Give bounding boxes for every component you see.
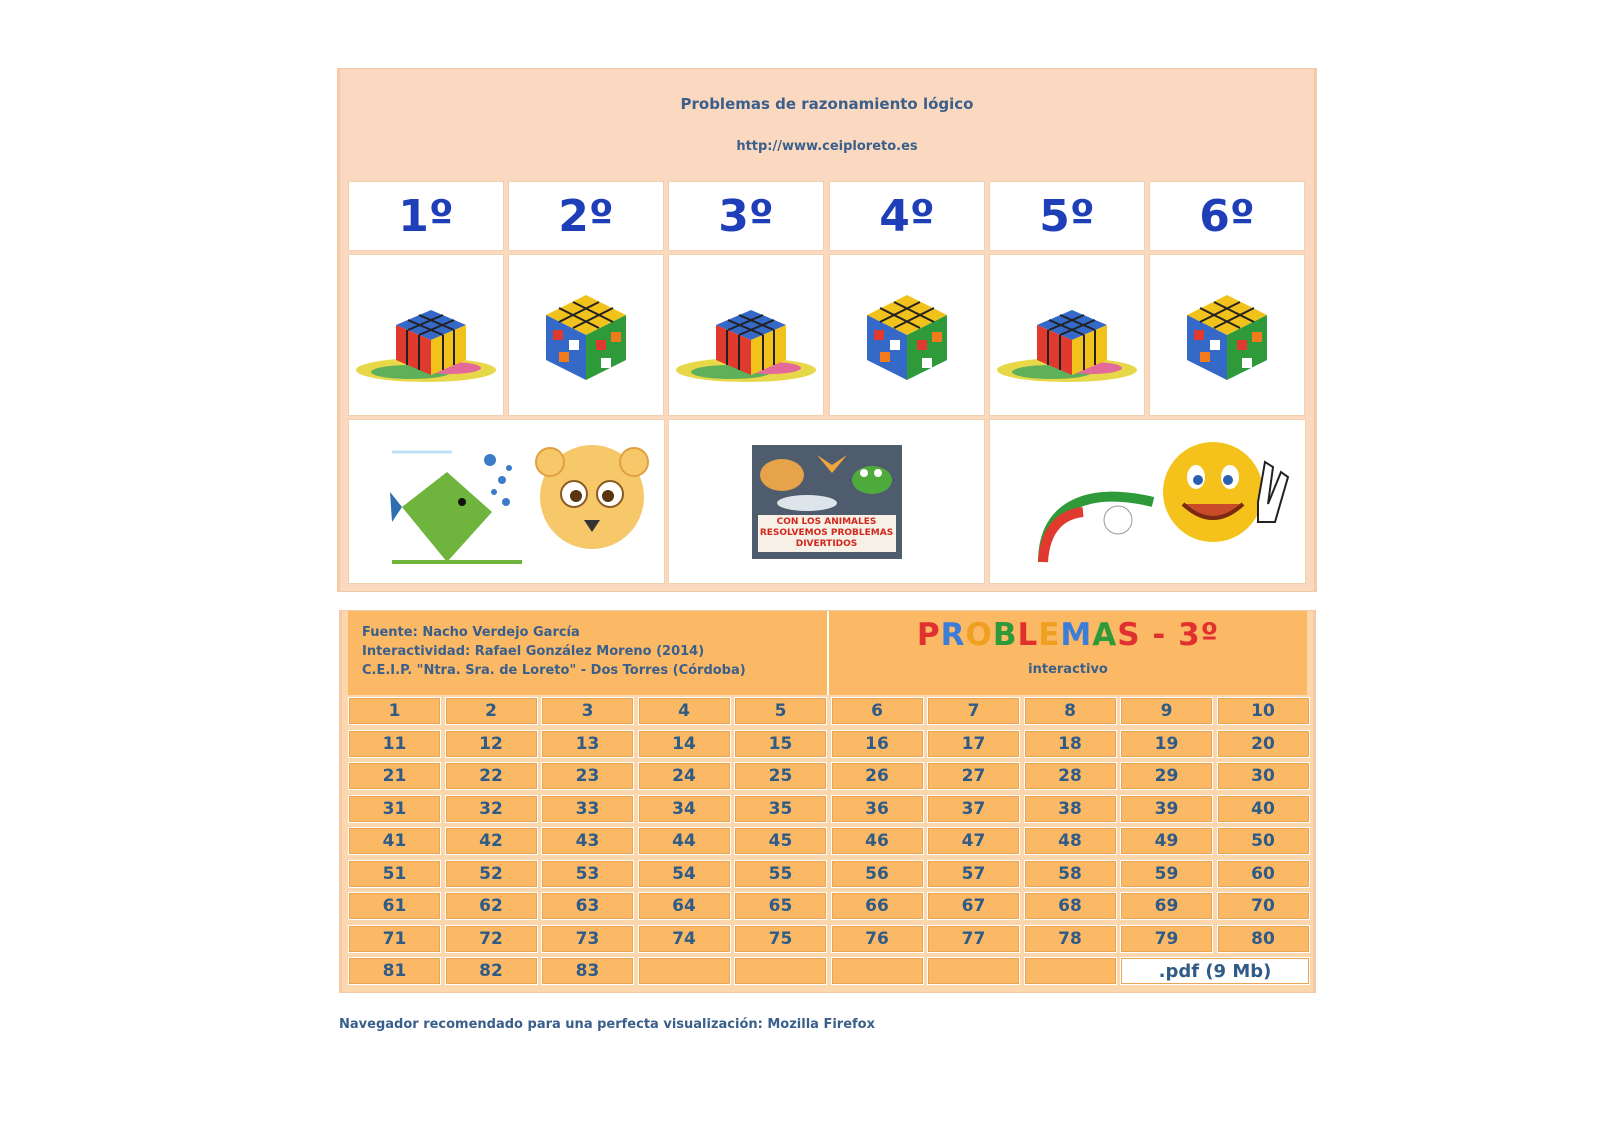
problem-link[interactable]: 7 [927, 697, 1020, 725]
grade-1-label: 1º [398, 190, 454, 242]
grade-5-cube-link[interactable] [989, 254, 1145, 416]
title-letter: E [1038, 617, 1061, 653]
problem-link[interactable]: 4 [638, 697, 731, 725]
fish-and-tiger-icon [362, 432, 652, 572]
empty-cell [831, 957, 924, 985]
problem-link[interactable]: 83 [541, 957, 634, 985]
title-letter: S [1117, 617, 1141, 653]
problem-link[interactable]: 68 [1024, 892, 1117, 920]
pdf-download-link[interactable]: .pdf (9 Mb) [1120, 957, 1310, 985]
problem-link[interactable]: 6 [831, 697, 924, 725]
problem-link[interactable]: 52 [445, 860, 538, 888]
problem-link[interactable]: 5 [734, 697, 827, 725]
empty-cell [638, 957, 731, 985]
problem-link[interactable]: 23 [541, 762, 634, 790]
problem-link[interactable]: 69 [1120, 892, 1213, 920]
footer-note: Navegador recomendado para una perfecta visualización: Mozilla Firefox [339, 1017, 875, 1032]
problem-link[interactable]: 31 [348, 795, 441, 823]
problems-title [829, 617, 1307, 653]
problem-link[interactable]: 47 [927, 827, 1020, 855]
problem-link[interactable]: 1 [348, 697, 441, 725]
grade-2-cube-link[interactable] [508, 254, 664, 416]
problem-link[interactable]: 67 [927, 892, 1020, 920]
problem-link[interactable]: 44 [638, 827, 731, 855]
problem-link[interactable]: 82 [445, 957, 538, 985]
grade-4-cube-link[interactable] [829, 254, 985, 416]
problem-link[interactable]: 71 [348, 925, 441, 953]
problem-link[interactable]: 53 [541, 860, 634, 888]
grade-1-cube-link[interactable] [348, 254, 504, 416]
problem-link[interactable]: 25 [734, 762, 827, 790]
rubik-cube-icon [1172, 280, 1282, 390]
problem-link[interactable]: 63 [541, 892, 634, 920]
problem-link[interactable]: 30 [1217, 762, 1310, 790]
grade-6-label: 6º [1199, 190, 1255, 242]
rubik-cube-icon [531, 280, 641, 390]
problem-link[interactable]: 78 [1024, 925, 1117, 953]
problem-link[interactable]: 70 [1217, 892, 1310, 920]
problem-link[interactable]: 57 [927, 860, 1020, 888]
problem-link[interactable]: 16 [831, 730, 924, 758]
problem-link[interactable]: 66 [831, 892, 924, 920]
grade-6-link[interactable] [1149, 181, 1305, 251]
problem-link[interactable]: 3 [541, 697, 634, 725]
problem-link[interactable]: 29 [1120, 762, 1213, 790]
empty-cell [1024, 957, 1117, 985]
problem-link[interactable]: 13 [541, 730, 634, 758]
site-link[interactable]: http://www.ceiploreto.es [736, 139, 918, 154]
grade-5-link[interactable] [989, 181, 1145, 251]
animals-card-caption: CON LOS ANIMALES RESOLVEMOS PROBLEMAS DIVERTIDOS [758, 515, 896, 552]
animals-illustration-icon [752, 445, 902, 515]
grade-1-link[interactable] [348, 181, 504, 251]
grade-2-link[interactable] [508, 181, 664, 251]
problem-link[interactable]: 40 [1217, 795, 1310, 823]
problem-link[interactable]: 22 [445, 762, 538, 790]
problem-link[interactable]: 80 [1217, 925, 1310, 953]
problem-link[interactable]: 58 [1024, 860, 1117, 888]
title-box [827, 611, 1307, 695]
problem-link[interactable]: 60 [1217, 860, 1310, 888]
title-letter: L [1017, 617, 1039, 653]
levels-panel [337, 68, 1317, 592]
page-title: Problemas de razonamiento lógico [680, 95, 974, 113]
problem-link[interactable]: 12 [445, 730, 538, 758]
title-letter: M [1060, 617, 1093, 653]
animals-problems-link[interactable] [668, 419, 985, 584]
problem-link[interactable]: 17 [927, 730, 1020, 758]
problem-link[interactable]: 64 [638, 892, 731, 920]
problem-link[interactable]: 55 [734, 860, 827, 888]
problem-link[interactable]: 18 [1024, 730, 1117, 758]
problem-link[interactable]: 32 [445, 795, 538, 823]
title-letter: A [1092, 617, 1118, 653]
problem-link[interactable]: 10 [1217, 697, 1310, 725]
problem-link[interactable]: 79 [1120, 925, 1213, 953]
title-subtitle: interactivo [1028, 662, 1108, 677]
problem-link[interactable]: 36 [831, 795, 924, 823]
problem-link[interactable]: 41 [348, 827, 441, 855]
problem-link[interactable]: 43 [541, 827, 634, 855]
problem-link[interactable]: 9 [1120, 697, 1213, 725]
melting-rubik-cube-icon [671, 280, 821, 390]
problem-link[interactable]: 38 [1024, 795, 1117, 823]
problem-link[interactable]: 59 [1120, 860, 1213, 888]
problem-link[interactable]: 33 [541, 795, 634, 823]
title-letter: R [940, 617, 966, 653]
grade-5-label: 5º [1039, 190, 1095, 242]
problem-link[interactable]: 51 [348, 860, 441, 888]
title-letter: - [1140, 617, 1179, 653]
problem-link[interactable]: 61 [348, 892, 441, 920]
grade-4-link[interactable] [829, 181, 985, 251]
problem-link[interactable]: 2 [445, 697, 538, 725]
grade-2-label: 2º [558, 190, 614, 242]
problem-link[interactable]: 19 [1120, 730, 1213, 758]
problems-panel [339, 610, 1316, 993]
title-letter: B [992, 617, 1018, 653]
melting-rubik-cube-icon [992, 280, 1142, 390]
problem-link[interactable]: 34 [638, 795, 731, 823]
problem-link[interactable]: 39 [1120, 795, 1213, 823]
melting-rubik-cube-icon [351, 280, 501, 390]
problem-link[interactable]: 11 [348, 730, 441, 758]
problem-link[interactable]: 26 [831, 762, 924, 790]
empty-cell [927, 957, 1020, 985]
problem-link[interactable]: 56 [831, 860, 924, 888]
grade-4-label: 4º [879, 190, 935, 242]
credits-box [348, 611, 827, 695]
title-letter: 3º [1178, 617, 1220, 653]
problem-link[interactable]: 27 [927, 762, 1020, 790]
problem-link[interactable]: 46 [831, 827, 924, 855]
problem-link[interactable]: 14 [638, 730, 731, 758]
problem-link[interactable]: 20 [1217, 730, 1310, 758]
problem-link[interactable]: 77 [927, 925, 1020, 953]
grade-6-cube-link[interactable] [1149, 254, 1305, 416]
problem-link[interactable]: 81 [348, 957, 441, 985]
problem-link[interactable]: 49 [1120, 827, 1213, 855]
problem-link[interactable]: 75 [734, 925, 827, 953]
grade-3-cube-link[interactable] [668, 254, 824, 416]
credit-school: C.E.I.P. "Ntra. Sra. de Loreto" - Dos Torres (Córdoba) [362, 663, 746, 678]
problem-link[interactable]: 45 [734, 827, 827, 855]
problem-link[interactable]: 50 [1217, 827, 1310, 855]
problem-link[interactable]: 74 [638, 925, 731, 953]
problem-link[interactable]: 76 [831, 925, 924, 953]
grade-3-label: 3º [718, 190, 774, 242]
empty-cell [734, 957, 827, 985]
problem-link[interactable]: 8 [1024, 697, 1117, 725]
problem-link[interactable]: 65 [734, 892, 827, 920]
smiley-victory-icon [1003, 432, 1293, 572]
problem-link[interactable]: 37 [927, 795, 1020, 823]
problem-link[interactable]: 24 [638, 762, 731, 790]
problem-link[interactable]: 15 [734, 730, 827, 758]
smiley-link[interactable] [989, 419, 1306, 584]
title-letter: P [916, 617, 941, 653]
fish-tiger-link[interactable] [348, 419, 665, 584]
problem-link[interactable]: 73 [541, 925, 634, 953]
title-letter: O [965, 617, 993, 653]
grade-3-link[interactable] [668, 181, 824, 251]
problem-link[interactable]: 21 [348, 762, 441, 790]
animals-problems-card [752, 445, 902, 559]
problem-link[interactable]: 72 [445, 925, 538, 953]
problem-link[interactable]: 35 [734, 795, 827, 823]
credit-source: Fuente: Nacho Verdejo García [362, 625, 580, 640]
credit-interactivity: Interactividad: Rafael González Moreno (2014) [362, 644, 705, 659]
problem-link[interactable]: 42 [445, 827, 538, 855]
problem-link[interactable]: 54 [638, 860, 731, 888]
problem-link[interactable]: 28 [1024, 762, 1117, 790]
rubik-cube-icon [852, 280, 962, 390]
problem-link[interactable]: 48 [1024, 827, 1117, 855]
problem-link[interactable]: 62 [445, 892, 538, 920]
